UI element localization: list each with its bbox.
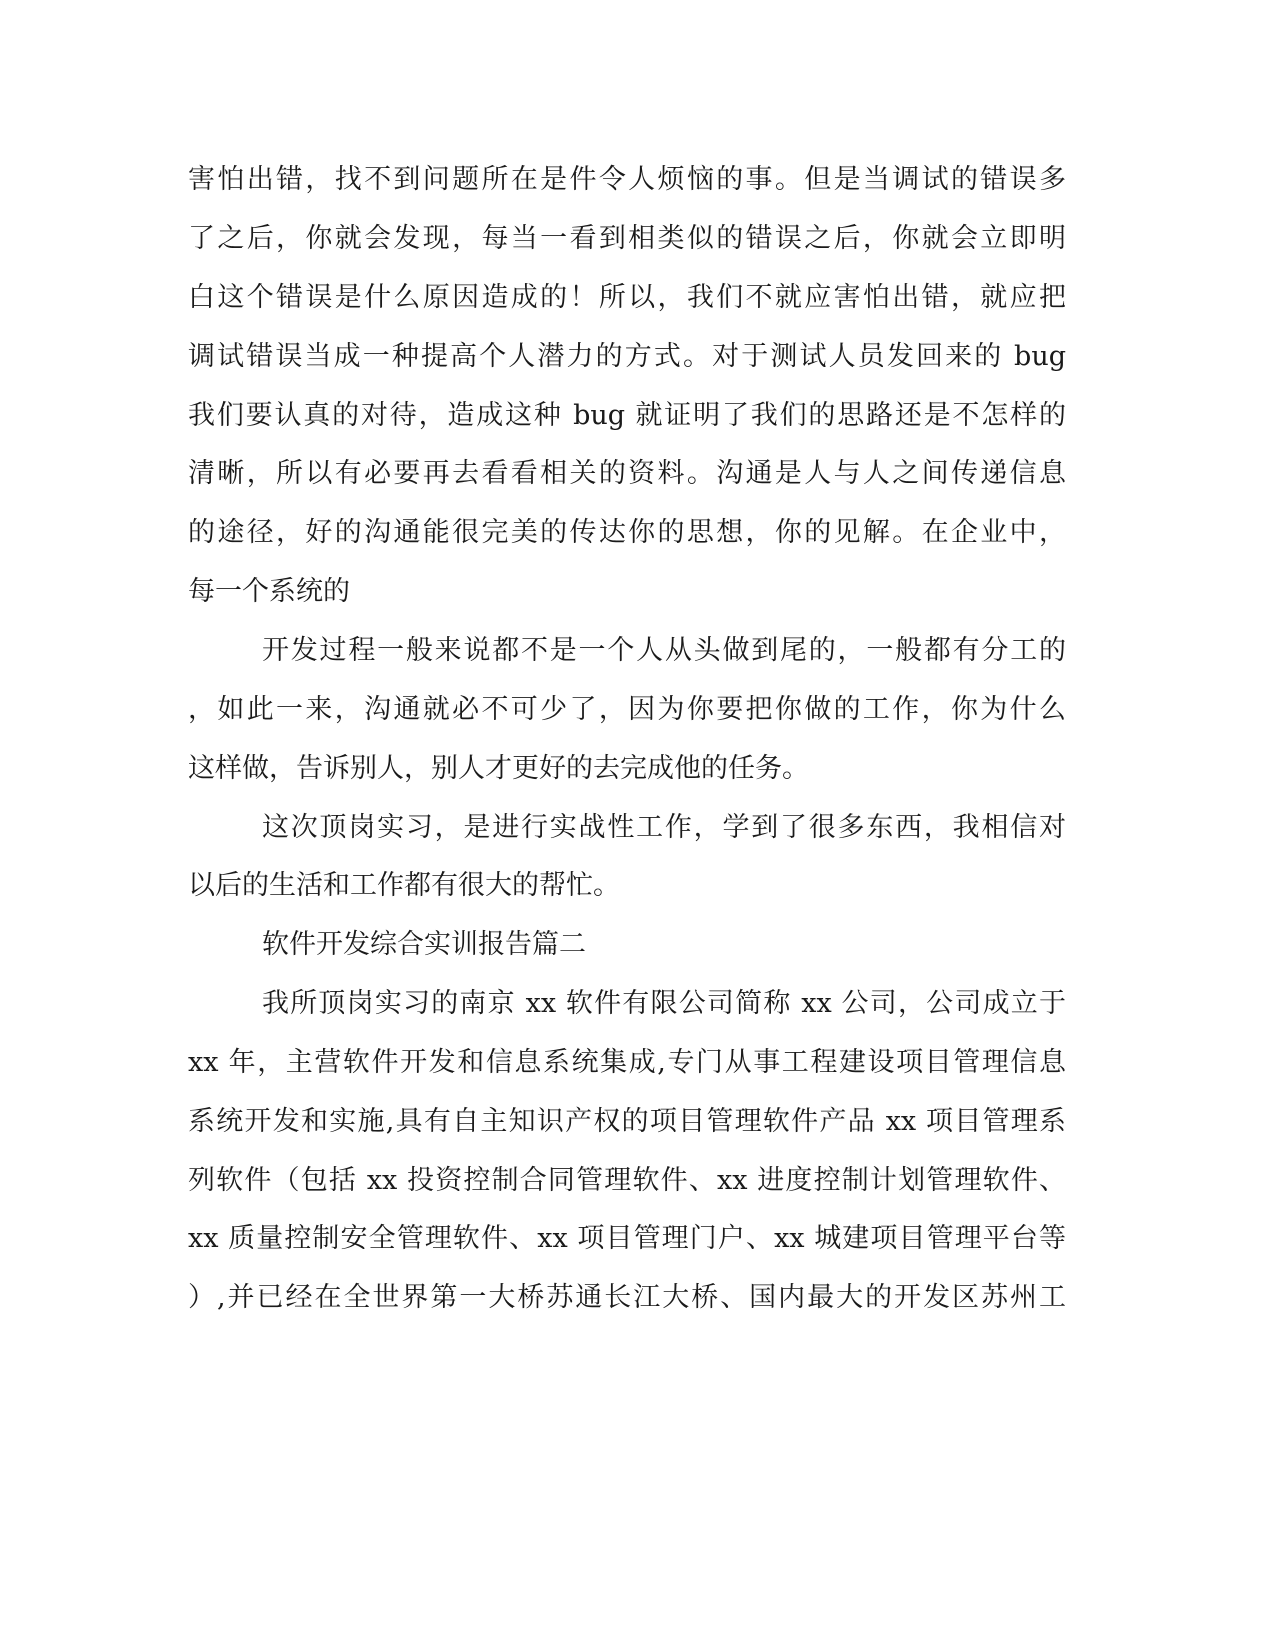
text-line: 调试错误当成一种提高个人潜力的方式。对于测试人员发回来的 bug bbox=[188, 341, 1066, 372]
text-line: 每一个系统的 bbox=[188, 576, 350, 607]
text-line: 开发过程一般来说都不是一个人从头做到尾的，一般都有分工的 bbox=[262, 635, 1066, 666]
section-heading: 软件开发综合实训报告篇二 bbox=[262, 929, 586, 960]
text-line: 的途径，好的沟通能很完美的传达你的思想，你的见解。在企业中， bbox=[188, 517, 1066, 548]
text-line: 这次顶岗实习，是进行实战性工作，学到了很多东西，我相信对 bbox=[262, 812, 1066, 843]
text-line: 以后的生活和工作都有很大的帮忙。 bbox=[188, 870, 620, 901]
text-line: ，如此一来，沟通就必不可少了，因为你要把你做的工作，你为什么 bbox=[188, 694, 1066, 725]
text-line: 了之后，你就会发现，每当一看到相类似的错误之后，你就会立即明 bbox=[188, 223, 1066, 254]
text-line: 我们要认真的对待，造成这种 bug 就证明了我们的思路还是不怎样的 bbox=[188, 400, 1066, 431]
text-line: 我所顶岗实习的南京 xx 软件有限公司简称 xx 公司，公司成立于 bbox=[262, 988, 1066, 1019]
text-line: 清晰，所以有必要再去看看相关的资料。沟通是人与人之间传递信息 bbox=[188, 458, 1066, 489]
text-line: xx 年，主营软件开发和信息系统集成,专门从事工程建设项目管理信息 bbox=[188, 1047, 1066, 1078]
text-line: 害怕出错，找不到问题所在是件令人烦恼的事。但是当调试的错误多 bbox=[188, 164, 1066, 195]
text-line: 白这个错误是什么原因造成的！所以，我们不就应害怕出错，就应把 bbox=[188, 282, 1066, 313]
text-line: 系统开发和实施,具有自主知识产权的项目管理软件产品 xx 项目管理系 bbox=[188, 1106, 1066, 1137]
text-line: ）,并已经在全世界第一大桥苏通长江大桥、国内最大的开发区苏州工 bbox=[188, 1282, 1066, 1313]
text-line: 这样做，告诉别人，别人才更好的去完成他的任务。 bbox=[188, 753, 809, 784]
text-line: xx 质量控制安全管理软件、xx 项目管理门户、xx 城建项目管理平台等 bbox=[188, 1223, 1066, 1254]
text-line: 列软件（包括 xx 投资控制合同管理软件、xx 进度控制计划管理软件、 bbox=[188, 1165, 1066, 1196]
